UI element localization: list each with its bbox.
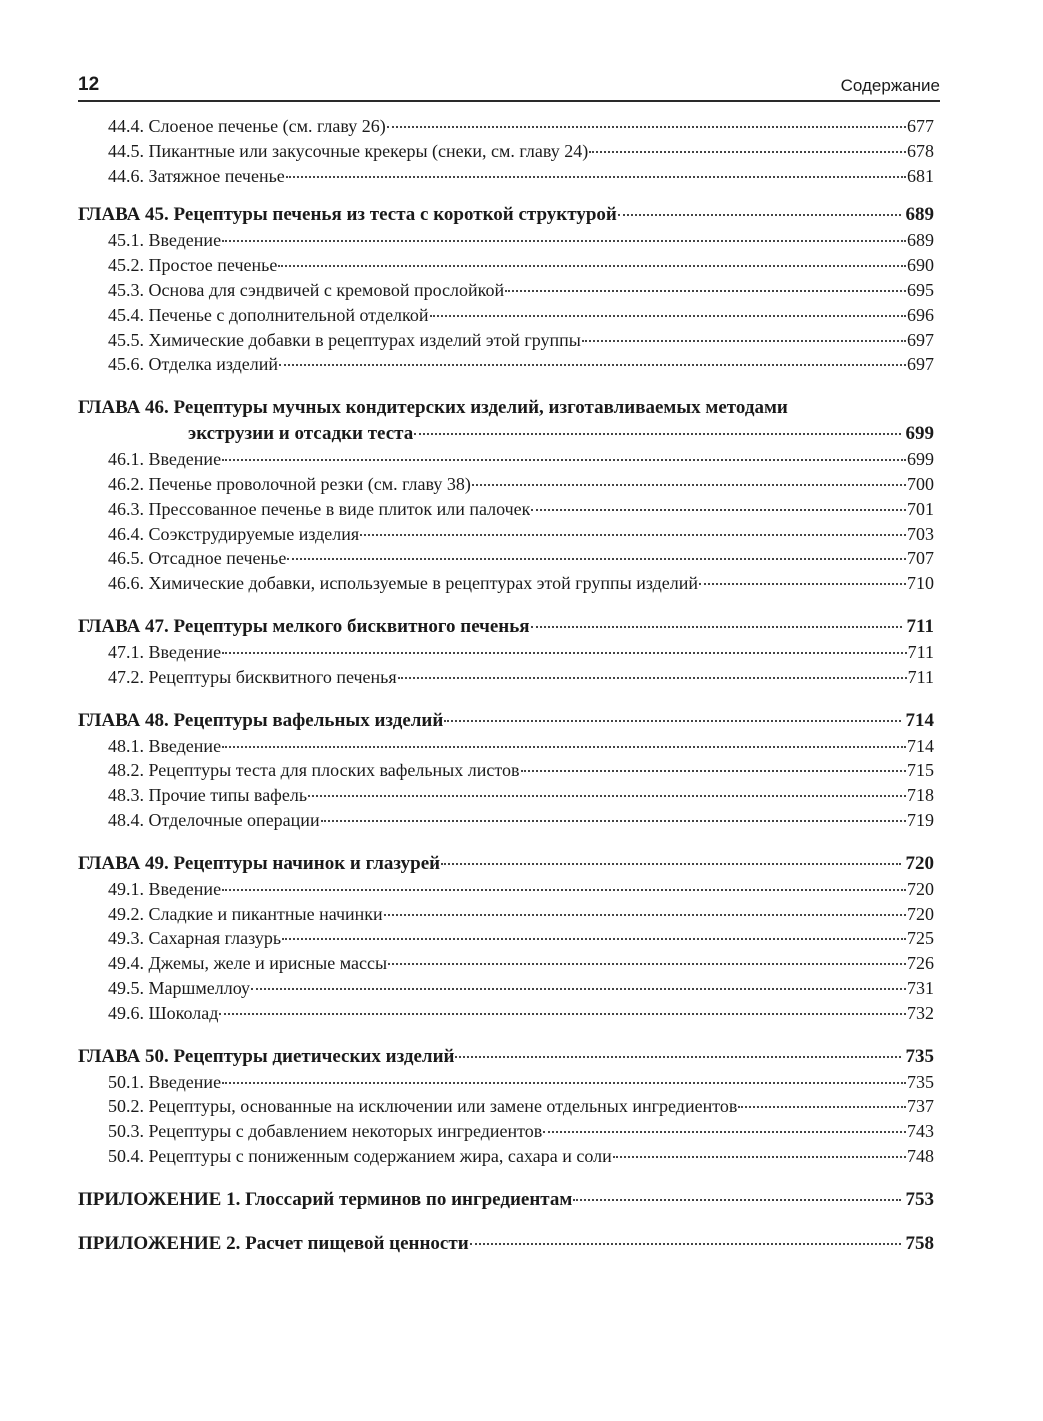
dot-leader [388,963,906,965]
toc-entry-page: 695 [907,279,934,300]
toc-entry [78,1144,934,1169]
toc-entry [78,522,934,547]
toc-entry [78,571,934,596]
toc-entry-page: 690 [907,255,934,276]
toc-entry-page: 714 [907,735,934,756]
dot-leader [279,364,906,366]
toc-entry-page: 689 [907,230,934,251]
toc-entry-title: 46.5. Отсадное печенье [108,548,287,569]
toc-entry-page: 678 [907,140,934,161]
toc-entry-title: 50.4. Рецептуры с пониженным содержанием жира, сахара и соли [108,1145,612,1166]
toc-entry-title: 49.1. Введение [108,878,222,899]
toc-chapter-heading [78,395,934,447]
toc-entry-title: 46.6. Химические добавки, используемые в рецептурах этой группы изделий [108,573,699,594]
toc-entry-page: 725 [907,928,934,949]
toc-entry-title: 45.6. Отделка изделий [108,354,279,375]
toc-entry-title: 49.2. Сладкие и пикантные начинки [108,903,383,924]
toc-entry-page: 710 [907,573,934,594]
toc-entry-page: 711 [907,641,934,662]
toc-entry [78,114,934,139]
toc-entry [78,951,934,976]
dot-leader [222,889,906,891]
chapter-page: 720 [905,852,934,874]
toc-chapter-heading [78,1044,934,1070]
toc-entry-title: 48.4. Отделочные операции [108,809,320,830]
toc-chapter-heading [78,614,934,640]
toc-entry-page: 699 [907,449,934,470]
toc-chapter-heading [78,851,934,877]
toc-entry-page: 718 [907,785,934,806]
chapter-title: ГЛАВА 45. Рецептуры печенья из теста с короткой структурой [78,204,617,226]
toc-entry-title: 47.2. Рецептуры бисквитного печенья [108,666,397,687]
chapter-title: ГЛАВА 50. Рецептуры диетических изделий [78,1045,455,1067]
toc-entry-page: 748 [907,1145,934,1166]
toc-entry [78,1094,934,1119]
chapter-page: 699 [905,423,934,445]
chapter-page: 735 [905,1045,934,1067]
appendix-title: ПРИЛОЖЕНИЕ 1. Глоссарий терминов по ингредиентам [78,1188,573,1210]
dot-leader [222,459,906,461]
toc-entry-page: 720 [907,903,934,924]
chapter-page: 714 [905,709,934,731]
dot-leader [222,1082,906,1084]
toc-entry-title: 45.3. Основа для сэндвичей с кремовой прослойкой [108,279,505,300]
dot-leader [613,1156,906,1158]
dot-leader [573,1199,900,1201]
toc-entry-title: 48.1. Введение [108,735,222,756]
toc-chapter-heading [78,202,934,228]
toc-entry-page: 719 [907,809,934,830]
page-header [78,74,940,102]
toc-entry-page: 735 [907,1071,934,1092]
toc-entry-page: 737 [907,1096,934,1117]
toc-entry-title: 50.1. Введение [108,1071,222,1092]
toc-entry-page: 720 [907,878,934,899]
toc-entry [78,164,934,189]
toc-entry [78,640,934,665]
dot-leader [505,290,906,292]
dot-leader [455,1056,900,1058]
toc-entry-page: 681 [907,165,934,186]
dot-leader [321,820,906,822]
dot-leader [430,315,906,317]
dot-leader [472,484,906,486]
toc-entry-page: 677 [907,116,934,136]
toc-entry-title: 48.3. Прочие типы вафель [108,785,308,806]
toc-entry [78,352,934,377]
toc-entry [78,1070,934,1095]
dot-leader [582,340,906,342]
toc-entry [78,228,934,253]
dot-leader [543,1131,906,1133]
dot-leader [282,938,906,940]
running-title: Содержание [840,76,940,95]
dot-leader [222,652,907,654]
dot-leader [222,746,906,748]
chapter-title-line1: ГЛАВА 46. Рецептуры мучных кондитерских изделий, изготавливаемых методами [78,397,788,419]
toc-entry [78,303,934,328]
dot-leader [589,151,906,153]
toc-appendix-heading [78,1231,934,1257]
toc-entry-title: 49.5. Маршмеллоу [108,977,251,998]
toc-entry [78,734,934,759]
dot-leader [470,1243,901,1245]
dot-leader [384,914,906,916]
table-of-contents [78,114,934,1257]
dot-leader [531,509,906,511]
toc-entry-page: 732 [907,1002,934,1023]
toc-entry [78,447,934,472]
toc-entry-page: 697 [907,354,934,375]
toc-entry-page: 707 [907,548,934,569]
toc-entry-page: 731 [907,977,934,998]
toc-entry [78,253,934,278]
dot-leader [308,795,906,797]
dot-leader [441,863,900,865]
appendix-title: ПРИЛОЖЕНИЕ 2. Расчет пищевой ценности [78,1232,469,1254]
toc-entry-title: 44.5. Пикантные или закусочные крекеры (снеки, см. главу 24) [108,140,589,161]
dot-leader [286,176,906,178]
toc-entry-title: 49.3. Сахарная глазурь [108,928,282,949]
toc-entry-page: 715 [907,760,934,781]
chapter-title-line2: экструзии и отсадки теста [188,423,414,445]
toc-entry-title: 50.3. Рецептуры с добавлением некоторых ингредиентов [108,1121,543,1142]
toc-entry [78,1001,934,1026]
toc-entry-title: 45.1. Введение [108,230,222,251]
toc-entry-page: 697 [907,329,934,350]
toc-entry [78,497,934,522]
toc-entry [78,472,934,497]
toc-entry-title: 49.6. Шоколад [108,1002,219,1023]
toc-entry [78,758,934,783]
toc-entry-title: 44.4. Слоеное печенье (см. главу 26) [108,116,386,136]
toc-entry-title: 45.2. Простое печенье [108,255,278,276]
toc-entry-page: 701 [907,498,934,519]
page-number: 12 [78,74,100,95]
toc-entry [78,976,934,1001]
chapter-title-line2-row [78,421,934,447]
chapter-page: 711 [906,615,934,637]
dot-leader [521,770,906,772]
toc-entry [78,902,934,927]
toc-entry-title: 45.4. Печенье с дополнительной отделкой [108,304,429,325]
dot-leader [531,626,902,628]
chapter-title: ГЛАВА 48. Рецептуры вафельных изделий [78,709,444,731]
toc-entry [78,1119,934,1144]
toc-entry-page: 703 [907,523,934,544]
appendix-page: 753 [905,1188,934,1210]
toc-entry [78,139,934,164]
toc-entry-title: 46.2. Печенье проволочной резки (см. главу 38) [108,473,471,494]
dot-leader [222,240,906,242]
toc-entry [78,808,934,833]
chapter-title: ГЛАВА 49. Рецептуры начинок и глазурей [78,852,441,874]
dot-leader [278,265,906,267]
dot-leader [219,1013,906,1015]
toc-entry-page: 711 [907,666,934,687]
toc-entry-page: 696 [907,304,934,325]
toc-entry-title: 46.1. Введение [108,449,222,470]
dot-leader [251,988,906,990]
toc-entry [78,783,934,808]
dot-leader [444,720,900,722]
toc-entry-title: 44.6. Затяжное печенье [108,165,285,186]
toc-entry [78,926,934,951]
dot-leader [360,534,906,536]
toc-entry-title: 46.4. Соэкструдируемые изделия [108,523,360,544]
dot-leader [414,433,900,435]
dot-leader [287,558,906,560]
toc-entry [78,278,934,303]
appendix-page: 758 [905,1232,934,1254]
toc-entry-title: 50.2. Рецептуры, основанные на исключении или замене отдельных ингредиентов [108,1096,738,1117]
dot-leader [398,677,907,679]
dot-leader [699,583,906,585]
toc-entry [78,877,934,902]
toc-chapter-heading [78,708,934,734]
dot-leader [618,214,901,216]
toc-entry-title: 49.4. Джемы, желе и ирисные массы [108,953,388,974]
dot-leader [387,126,906,128]
chapter-title: ГЛАВА 47. Рецептуры мелкого бисквитного печенья [78,615,530,637]
chapter-page: 689 [905,204,934,226]
toc-entry-title: 47.1. Введение [108,641,222,662]
dot-leader [738,1106,906,1108]
toc-entry-page: 726 [907,953,934,974]
toc-entry-page: 743 [907,1121,934,1142]
toc-entry-title: 48.2. Рецептуры теста для плоских вафельных листов [108,760,520,781]
toc-entry-page: 700 [907,473,934,494]
toc-entry-title: 46.3. Прессованное печенье в виде плиток или палочек [108,498,531,519]
toc-entry [78,665,934,690]
toc-appendix-heading [78,1187,934,1213]
toc-entry [78,546,934,571]
toc-entry-title: 45.5. Химические добавки в рецептурах изделий этой группы [108,329,581,350]
toc-entry [78,328,934,353]
